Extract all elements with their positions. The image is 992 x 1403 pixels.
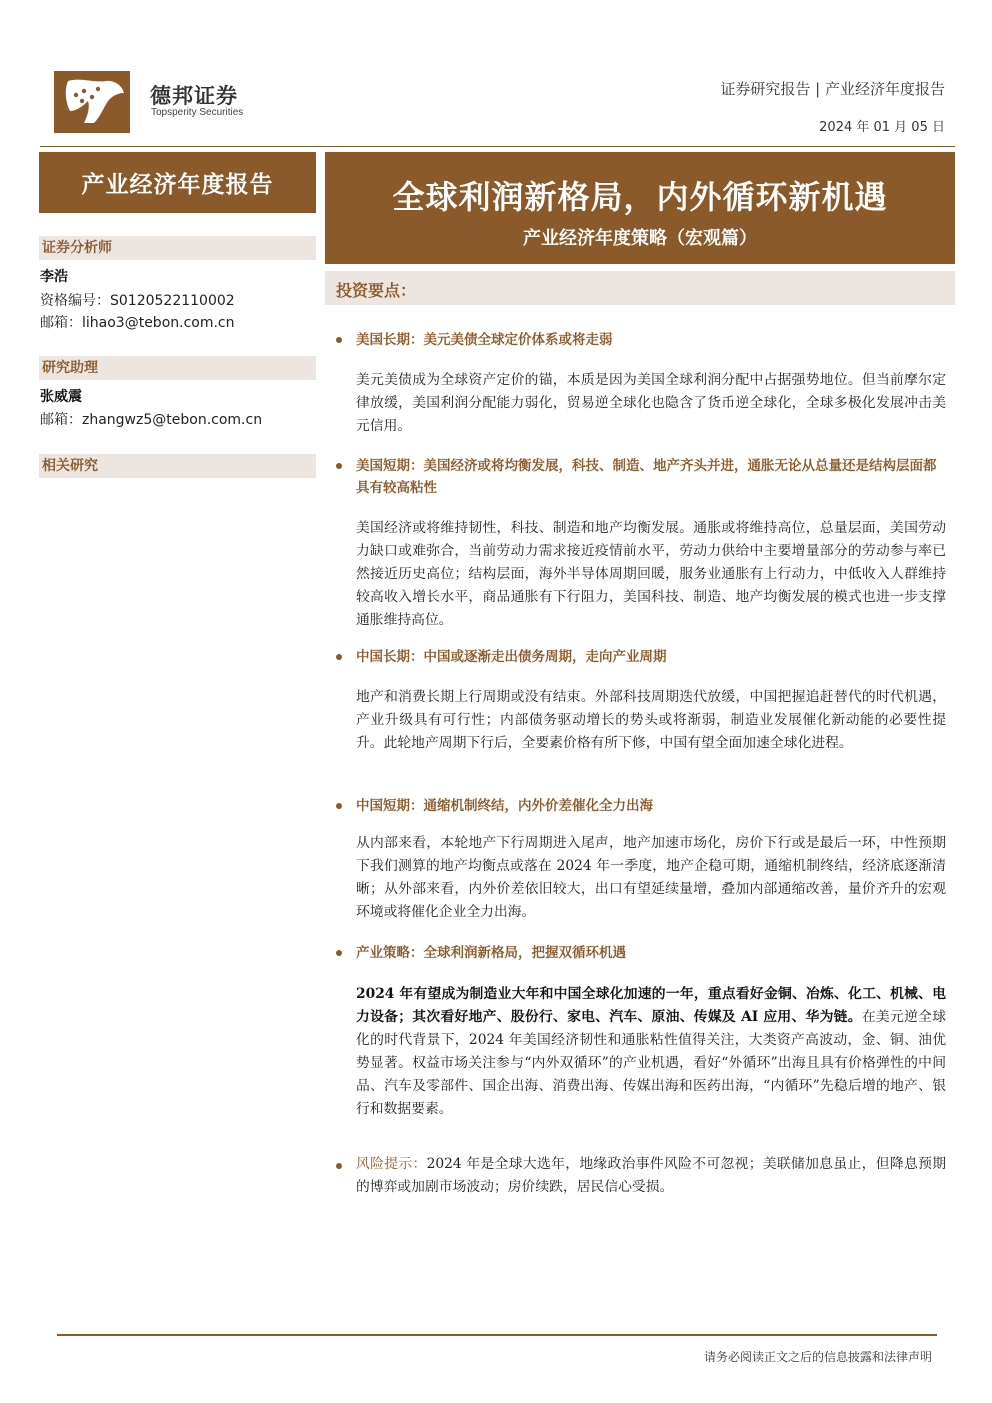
section-body: 地产和消费长期上行周期或没有结束。外部科技周期迭代放缓，中国把握追赶替代的时代机遇，产业升级具有可行性；内部债务驱动增长的势头或将渐弱，制造业发展催化新动能的必要性提升。此轮地产周期下行后，全要素价格有所下修，中国有望全面加速全球化进程。	[356, 689, 946, 751]
investment-highlights-heading: 投资要点：	[336, 281, 417, 300]
bullet-icon	[336, 337, 342, 343]
assistant-heading: 研究助理	[39, 356, 316, 380]
logo-company-name: 德邦证券	[150, 84, 238, 108]
section-body: 从内部来看，本轮地产下行周期进入尾声，地产加速市场化，房价下行或是最后一环，中性预期下我们测算的地产均衡点或落在 2024 年一季度，地产企稳可期，通缩机制终结，经济底逐渐清晰；从外部来看，内外价差依旧较大，出口有望延续量增，叠加内部通缩改善，量价齐升的宏观环境或将催化企业全力出海。	[356, 835, 946, 920]
related-research-heading: 相关研究	[39, 454, 316, 478]
key-picks: 2024 年有望成为制造业大年和中国全球化加速的一年，重点看好金铜、冶炼、化工、机械、电力设备；其次看好地产、股份行、家电、汽车、原油、传媒及 AI 应用、华为链。	[356, 986, 946, 1025]
bullet-icon	[336, 463, 342, 469]
footer-divider	[57, 1334, 937, 1336]
investment-highlights-bar	[325, 271, 955, 305]
logo-company-name-en: Topsperity Securities	[151, 107, 244, 118]
section-title: 中国长期：中国或逐渐走出债务周期，走向产业周期	[356, 649, 667, 665]
section-title: 美国短期：美国经济或将均衡发展，科技、制造、地产齐头并进，通胀无论从总量还是结构层面都具有较高粘性	[356, 458, 937, 496]
section-title: 美国长期：美元美债全球定价体系或将走弱	[356, 332, 613, 348]
report-date: 2024 年 01 月 05 日	[819, 120, 945, 135]
section-body: 美元美债成为全球资产定价的锚，本质是因为美国全球利润分配中占据强势地位。但当前摩尔定律放缓，美国利润分配能力弱化，贸易逆全球化也隐含了货币逆全球化，全球多极化发展冲击美元信用。	[356, 372, 946, 434]
risk-warning	[356, 1153, 946, 1199]
risk-label: 风险提示：	[356, 1156, 427, 1172]
section-body-text: 在美元逆全球化的时代背景下，2024 年美国经济韧性和通胀粘性值得关注，大类资产高波动，金、铜、油优势显著。权益市场关注参与“内外双循环”的产业机遇，看好“外循环”出海且具有价格弹性的中间品、汽车及零部件、国企出海、消费出海、传媒出海和医药出海，“内循环”先稳后增的地产、银行和数据要素。	[356, 1009, 947, 1117]
section-body: 美国经济或将维持韧性，科技、制造和地产均衡发展。通胀或将维持高位，总量层面，美国劳动力缺口或难弥合，当前劳动力需求接近疫情前水平，劳动力供给中主要增量部分的劳动参与率已然接近历史高位；结构层面，海外半导体周期回暖，服务业通胀有上行动力，中低收入人群维持较高收入增长水平，商品通胀有下行阻力，美国科技、制造、地产均衡发展的模式也进一步支撑通胀维持高位。	[356, 520, 946, 628]
assistant-name: 张威震	[40, 389, 82, 405]
bullet-icon	[336, 803, 342, 809]
analyst-name: 李浩	[40, 269, 68, 285]
bullet-icon	[336, 1163, 342, 1169]
bullet-icon	[336, 654, 342, 660]
report-type: 证券研究报告 | 产业经济年度报告	[720, 80, 945, 98]
report-title: 全球利润新格局，内外循环新机遇	[392, 178, 888, 216]
bullet-icon	[336, 950, 342, 956]
risk-text: 2024 年是全球大选年，地缘政治事件风险不可忽视；美联储加息虽止，但降息预期的博弈或加剧市场波动；房价续跌，居民信心受损。	[356, 1156, 946, 1195]
company-logo	[54, 71, 130, 133]
report-subtitle: 产业经济年度策略（宏观篇）	[523, 228, 757, 249]
analyst-email[interactable]: 邮箱：lihao3@tebon.com.cn	[40, 315, 235, 331]
section-title: 产业策略：全球利润新格局，把握双循环机遇	[356, 945, 626, 961]
section-body	[356, 983, 946, 1121]
section-title: 中国短期：通缩机制终结，内外价差催化全力出海	[356, 798, 653, 814]
report-category-banner: 产业经济年度报告	[39, 152, 316, 213]
analyst-license: 资格编号：S0120522110002	[40, 293, 235, 309]
analyst-heading: 证券分析师	[39, 236, 316, 260]
header-divider	[40, 146, 955, 147]
assistant-email[interactable]: 邮箱：zhangwz5@tebon.com.cn	[40, 412, 263, 428]
disclaimer-notice[interactable]: 请务必阅读正文之后的信息披露和法律声明	[703, 1350, 932, 1364]
title-banner	[325, 152, 955, 264]
